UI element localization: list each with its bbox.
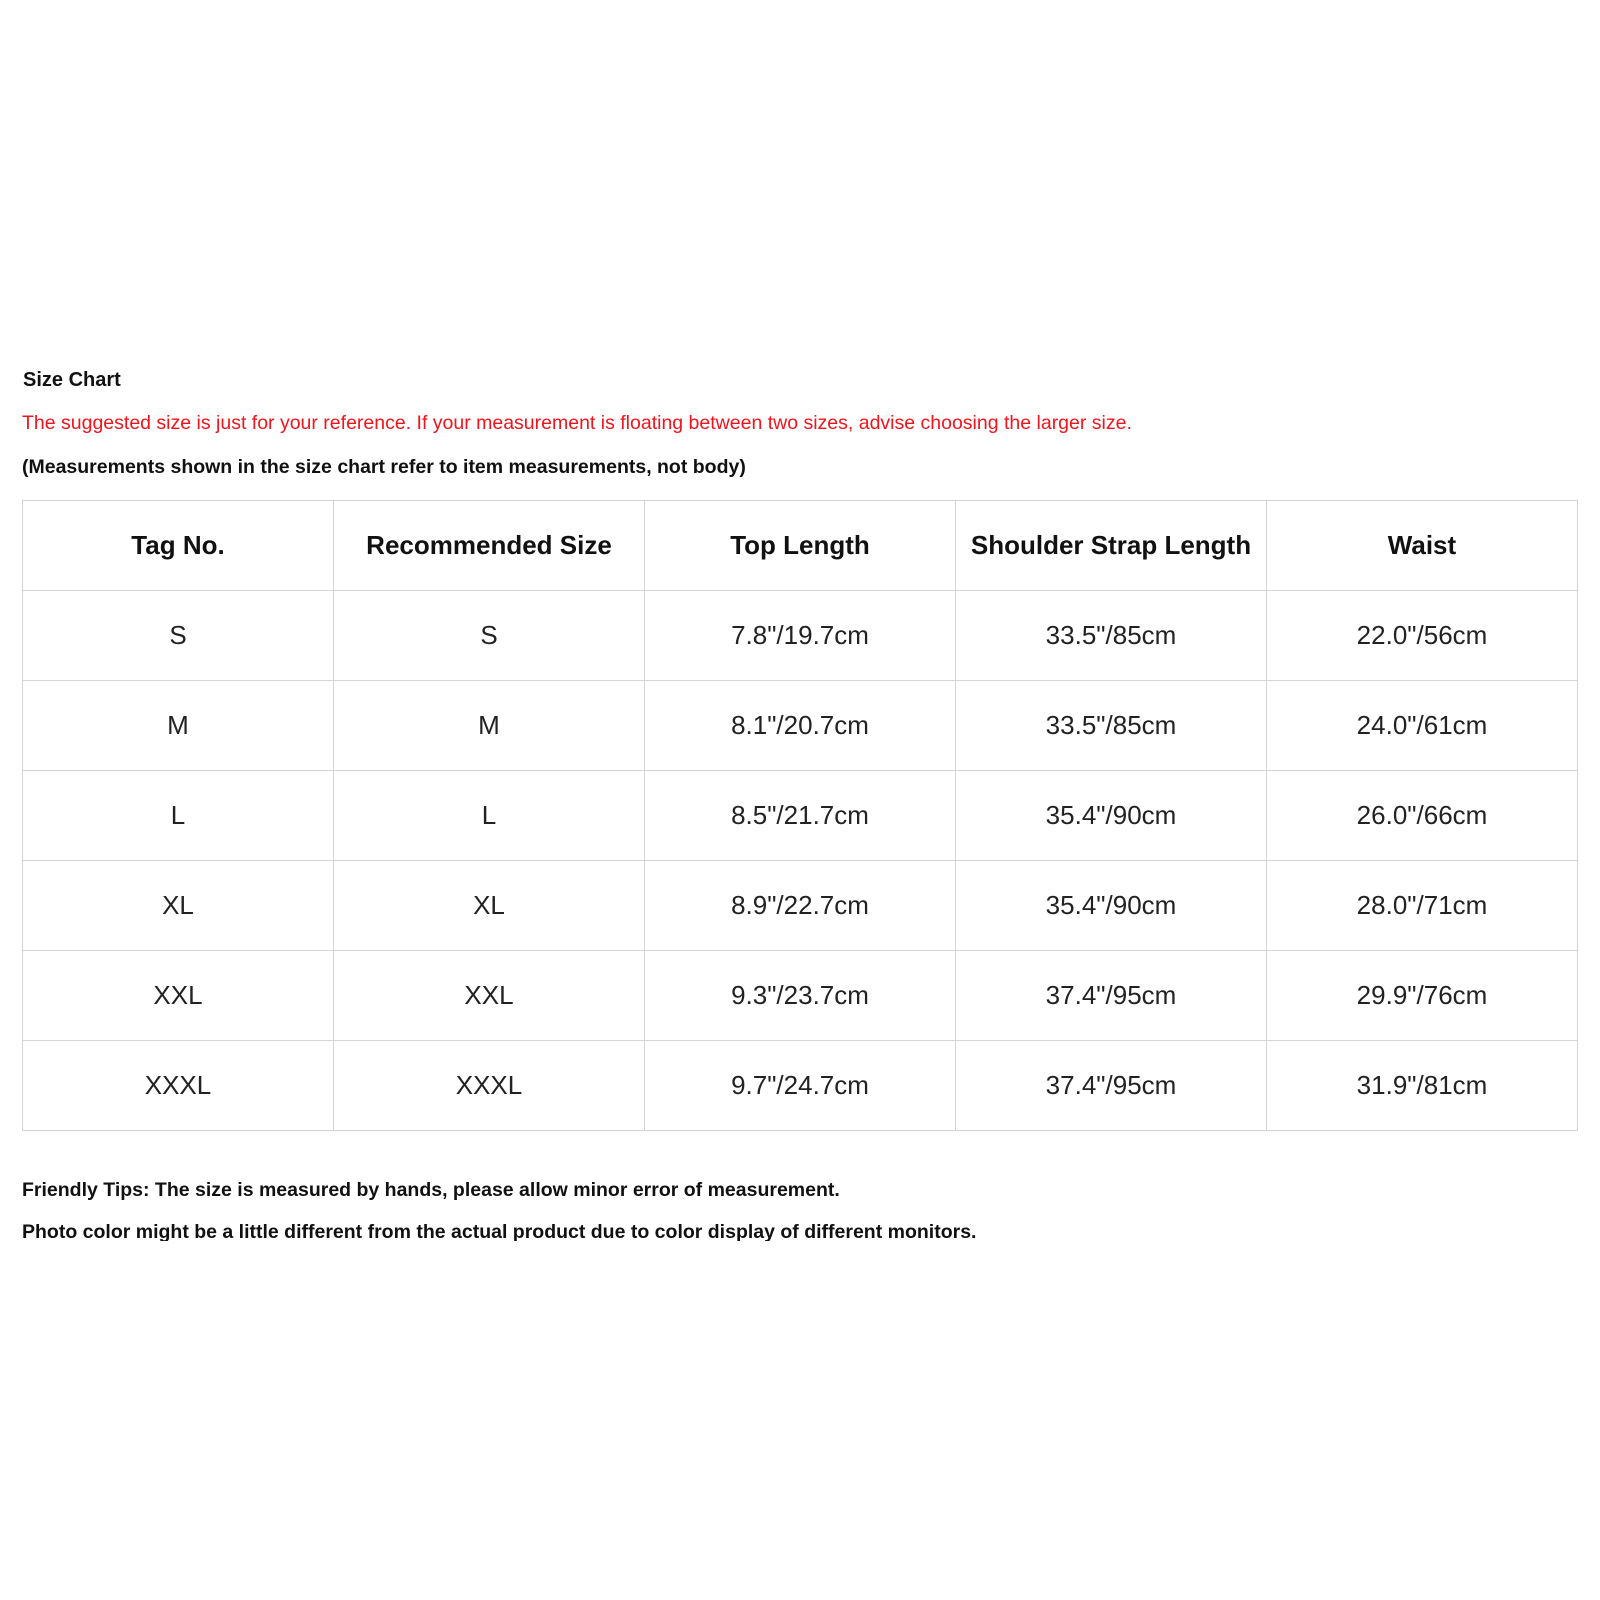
cell-shoulder-strap-length: 35.4"/90cm (956, 861, 1267, 951)
cell-recommended-size: XL (334, 861, 645, 951)
cell-waist: 29.9"/76cm (1267, 951, 1578, 1041)
cell-tag-no: L (23, 771, 334, 861)
cell-waist: 31.9"/81cm (1267, 1041, 1578, 1131)
cell-recommended-size: XXXL (334, 1041, 645, 1131)
cell-waist: 24.0"/61cm (1267, 681, 1578, 771)
cell-tag-no: XL (23, 861, 334, 951)
header-tag-no: Tag No. (23, 501, 334, 591)
cell-recommended-size: XXL (334, 951, 645, 1041)
cell-shoulder-strap-length: 37.4"/95cm (956, 1041, 1267, 1131)
cell-shoulder-strap-length: 37.4"/95cm (956, 951, 1267, 1041)
cell-recommended-size: S (334, 591, 645, 681)
cell-waist: 22.0"/56cm (1267, 591, 1578, 681)
cell-tag-no: XXXL (23, 1041, 334, 1131)
header-shoulder-strap-length: Shoulder Strap Length (956, 501, 1267, 591)
cell-top-length: 7.8"/19.7cm (645, 591, 956, 681)
table-row (23, 1041, 1578, 1131)
table-header-row (23, 501, 1578, 591)
cell-top-length: 9.3"/23.7cm (645, 951, 956, 1041)
photo-color-note: Photo color might be a little different from the actual product due to color display of different monitors. (22, 1221, 977, 1241)
table-row (23, 861, 1578, 951)
size-chart-title: Size Chart (23, 369, 121, 391)
cell-tag-no: S (23, 591, 334, 681)
table-row (23, 681, 1578, 771)
cell-top-length: 9.7"/24.7cm (645, 1041, 956, 1131)
size-table (22, 500, 1578, 1131)
cell-shoulder-strap-length: 35.4"/90cm (956, 771, 1267, 861)
cell-tag-no: M (23, 681, 334, 771)
table-row (23, 951, 1578, 1041)
cell-recommended-size: L (334, 771, 645, 861)
size-suggestion-note: The suggested size is just for your reference. If your measurement is floating between two sizes, advise choosing the larger size. (22, 412, 1132, 434)
table-row (23, 771, 1578, 861)
cell-waist: 28.0"/71cm (1267, 861, 1578, 951)
cell-top-length: 8.9"/22.7cm (645, 861, 956, 951)
header-recommended-size: Recommended Size (334, 501, 645, 591)
cell-shoulder-strap-length: 33.5"/85cm (956, 681, 1267, 771)
cell-top-length: 8.1"/20.7cm (645, 681, 956, 771)
measurement-note: (Measurements shown in the size chart refer to item measurements, not body) (22, 456, 746, 478)
cell-shoulder-strap-length: 33.5"/85cm (956, 591, 1267, 681)
header-top-length: Top Length (645, 501, 956, 591)
friendly-tips: Friendly Tips: The size is measured by hands, please allow minor error of measurement. (22, 1179, 840, 1201)
cell-top-length: 8.5"/21.7cm (645, 771, 956, 861)
photo-color-note-clip (22, 1220, 976, 1241)
cell-recommended-size: M (334, 681, 645, 771)
table-row (23, 591, 1578, 681)
cell-waist: 26.0"/66cm (1267, 771, 1578, 861)
header-waist: Waist (1267, 501, 1578, 591)
cell-tag-no: XXL (23, 951, 334, 1041)
